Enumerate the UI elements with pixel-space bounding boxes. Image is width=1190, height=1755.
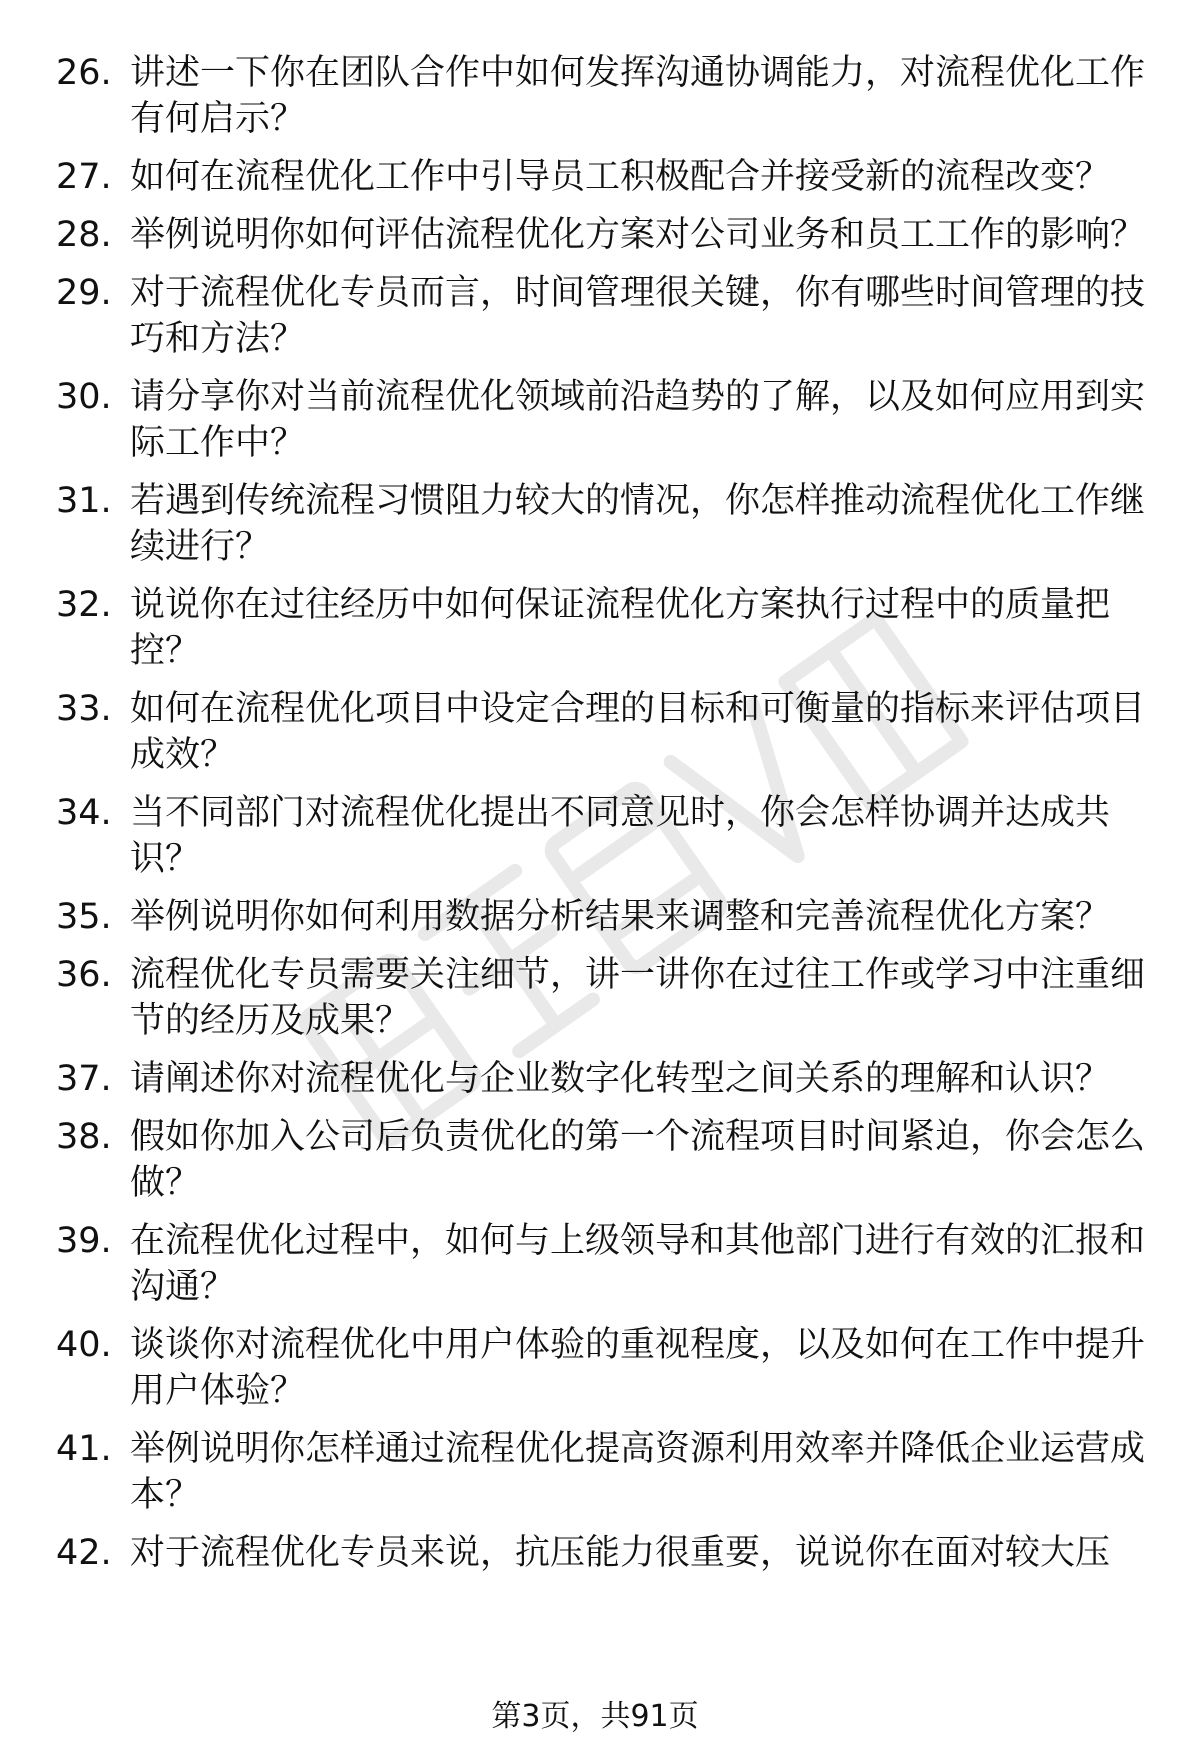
question-text: 在流程优化过程中，如何与上级领导和其他部门进行有效的汇报和沟通？ — [130, 1221, 1146, 1307]
question-number: 34. — [56, 793, 112, 833]
question-text: 当不同部门对流程优化提出不同意见时，你会怎样协调并达成共识？ — [130, 793, 1111, 879]
question-number: 39. — [56, 1221, 112, 1261]
question-number: 35. — [56, 897, 112, 937]
question-number: 38. — [56, 1117, 112, 1157]
question-item — [56, 1218, 1166, 1310]
question-item — [56, 1426, 1166, 1518]
question-text: 对于流程优化专员来说，抗压能力很重要，说说你在面对较大压 — [130, 1533, 1111, 1573]
question-item — [56, 1322, 1166, 1414]
question-item — [56, 686, 1166, 778]
question-text: 举例说明你如何评估流程优化方案对公司业务和员工工作的影响？ — [130, 215, 1146, 255]
question-item — [56, 582, 1166, 674]
question-number: 41. — [56, 1429, 112, 1469]
question-item — [56, 374, 1166, 466]
question-number: 40. — [56, 1325, 112, 1365]
question-number: 28. — [56, 215, 112, 255]
question-text: 举例说明你怎样通过流程优化提高资源利用效率并降低企业运营成本？ — [130, 1429, 1146, 1515]
question-text: 说说你在过往经历中如何保证流程优化方案执行过程中的质量把控？ — [130, 585, 1111, 671]
question-text: 举例说明你如何利用数据分析结果来调整和完善流程优化方案？ — [130, 897, 1111, 937]
question-item — [56, 1530, 1166, 1576]
question-text: 假如你加入公司后负责优化的第一个流程项目时间紧迫，你会怎么做？ — [130, 1117, 1146, 1203]
question-item — [56, 952, 1166, 1044]
question-item — [56, 154, 1166, 200]
question-item — [56, 50, 1166, 142]
question-item — [56, 270, 1166, 362]
question-text: 讲述一下你在团队合作中如何发挥沟通协调能力，对流程优化工作有何启示？ — [130, 53, 1146, 139]
question-number: 30. — [56, 377, 112, 417]
question-number: 31. — [56, 481, 112, 521]
question-number: 32. — [56, 585, 112, 625]
question-text: 请分享你对当前流程优化领域前沿趋势的了解，以及如何应用到实际工作中？ — [130, 377, 1146, 463]
question-list — [56, 50, 1166, 1588]
question-number: 36. — [56, 955, 112, 995]
question-text: 若遇到传统流程习惯阻力较大的情况，你怎样推动流程优化工作继续进行？ — [130, 481, 1146, 567]
question-item — [56, 1056, 1166, 1102]
question-number: 26. — [56, 53, 112, 93]
question-text: 如何在流程优化工作中引导员工积极配合并接受新的流程改变？ — [130, 157, 1111, 197]
question-item — [56, 212, 1166, 258]
question-number: 37. — [56, 1059, 112, 1099]
question-text: 流程优化专员需要关注细节，讲一讲你在过往工作或学习中注重细节的经历及成果？ — [130, 955, 1146, 1041]
question-number: 33. — [56, 689, 112, 729]
question-text: 对于流程优化专员而言，时间管理很关键，你有哪些时间管理的技巧和方法？ — [130, 273, 1146, 359]
question-text: 谈谈你对流程优化中用户体验的重视程度，以及如何在工作中提升用户体验？ — [130, 1325, 1146, 1411]
question-text: 如何在流程优化项目中设定合理的目标和可衡量的指标来评估项目成效？ — [130, 689, 1146, 775]
question-item — [56, 1114, 1166, 1206]
question-number: 27. — [56, 157, 112, 197]
question-item — [56, 478, 1166, 570]
question-item — [56, 894, 1166, 940]
page-number-label: 第3页，共91页 — [491, 1699, 699, 1734]
page-footer — [0, 1697, 1190, 1737]
question-number: 29. — [56, 273, 112, 313]
question-text: 请阐述你对流程优化与企业数字化转型之间关系的理解和认识？ — [130, 1059, 1111, 1099]
question-item — [56, 790, 1166, 882]
question-number: 42. — [56, 1533, 112, 1573]
